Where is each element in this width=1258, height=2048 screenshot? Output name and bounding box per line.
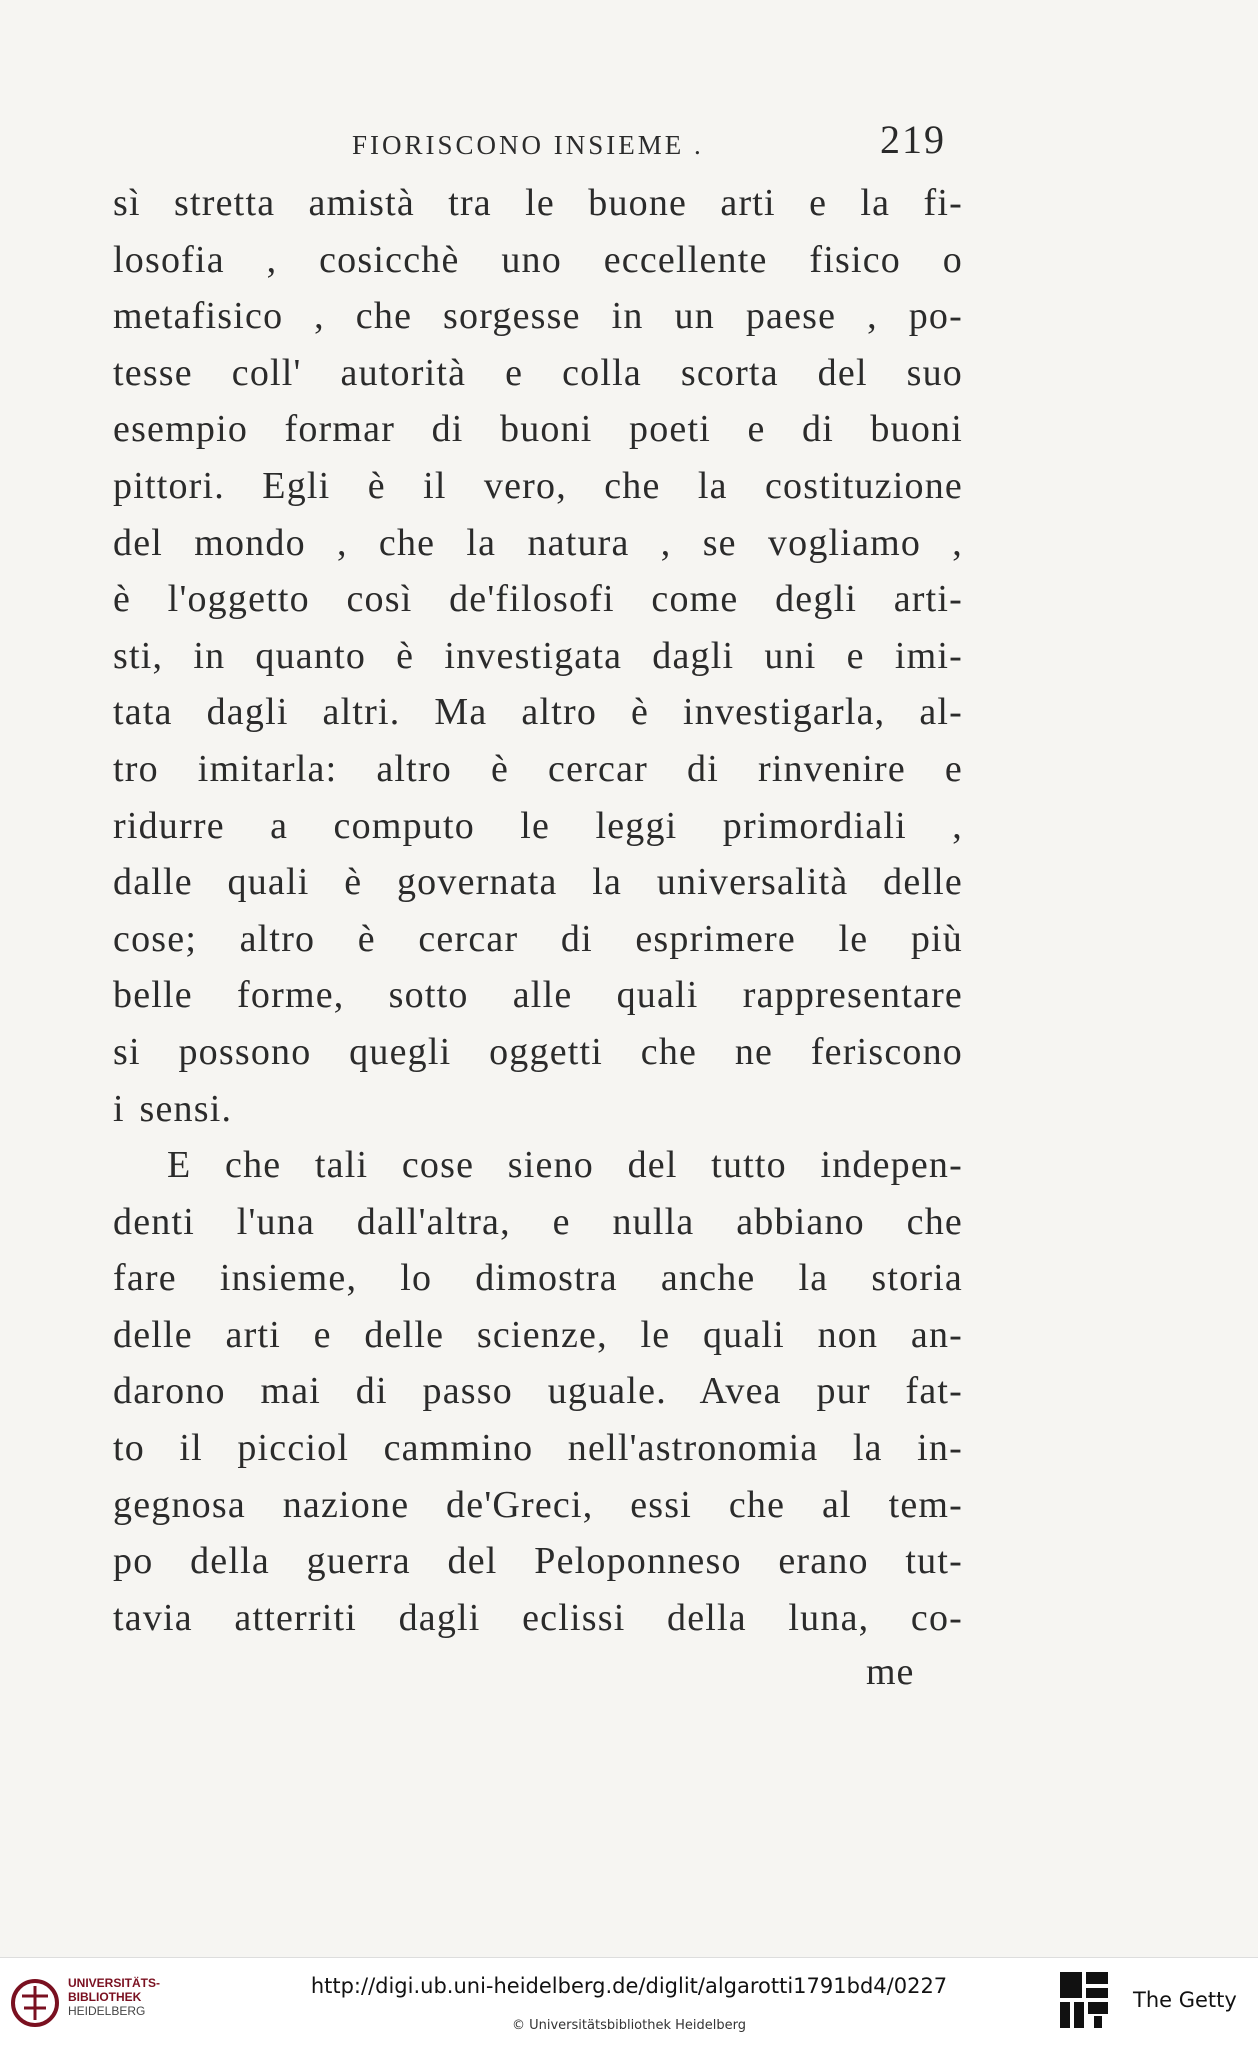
library-name-line-2: BIBLIOTHEK [68, 1990, 142, 2004]
text-line: to il picciol cammino nell'astronomia la in- [113, 1427, 963, 1470]
text-line: del mondo , che la natura , se vogliamo , [113, 521, 963, 564]
text-line: pittori. Egli è il vero, che la costituzione [113, 464, 963, 507]
page-number: 219 [880, 117, 946, 162]
text-line: sì stretta amistà tra le buone arti e la fi- [113, 182, 963, 224]
text-line: delle arti e delle scienze, le quali non an- [113, 1313, 963, 1356]
copyright-notice: © Universitätsbibliothek Heidelberg [511, 2018, 746, 2033]
text-line: si possono quegli oggetti che ne feriscono [113, 1030, 963, 1073]
library-city: HEIDELBERG [68, 2004, 146, 2018]
getty-logo-icon[interactable] [1058, 1970, 1110, 2032]
text-line: tro imitarla: altro è cercar di rinvenire e [113, 747, 963, 790]
viewer-footer [0, 1957, 1258, 2048]
text-line: ridurre a computo le leggi primordiali , [113, 804, 963, 847]
text-line: denti l'una dall'altra, e nulla abbiano che [113, 1200, 963, 1243]
text-line: tesse coll' autorità e colla scorta del suo [113, 351, 963, 394]
paragraph-start-line: E che tali cose sieno del tutto indepen- [167, 1144, 963, 1187]
text-line: po della guerra del Peloponneso erano tut- [113, 1540, 963, 1583]
sponsor-name: The Getty [1133, 1988, 1237, 2012]
catchword: me [866, 1651, 915, 1693]
text-line: sti, in quanto è investigata dagli uni e imi- [113, 634, 963, 677]
text-line: cose; altro è cercar di esprimere le più [113, 917, 963, 960]
body-text [113, 175, 963, 1646]
text-line: dalle quali è governata la universalità delle [113, 861, 963, 904]
text-line: gegnosa nazione de'Greci, essi che al tem- [113, 1483, 963, 1526]
text-line: i sensi. [113, 1087, 233, 1130]
text-line: belle forme, sotto alle quali rappresentare [113, 974, 963, 1017]
library-name-line-1: UNIVERSITÄTS- [68, 1976, 161, 1990]
text-line: è l'oggetto così de'filosofi come degli arti- [113, 578, 963, 621]
running-head: FIORISCONO INSIEME . [352, 130, 704, 160]
permalink-url[interactable]: http://digi.ub.uni-heidelberg.de/diglit/algarotti1791bd4/0227 [310, 1974, 948, 1998]
text-line: losofia , cosicchè uno eccellente fisico o [113, 238, 963, 281]
text-line: esempio formar di buoni poeti e di buoni [113, 408, 963, 451]
text-line: tata dagli altri. Ma altro è investigarla, al- [113, 691, 963, 734]
text-line: darono mai di passo uguale. Avea pur fat- [113, 1370, 963, 1413]
text-line: fare insieme, lo dimostra anche la storia [113, 1257, 963, 1300]
text-line: tavia atterriti dagli eclissi della luna, co- [113, 1596, 963, 1639]
text-line: metafisico , che sorgesse in un paese , po- [113, 295, 963, 338]
